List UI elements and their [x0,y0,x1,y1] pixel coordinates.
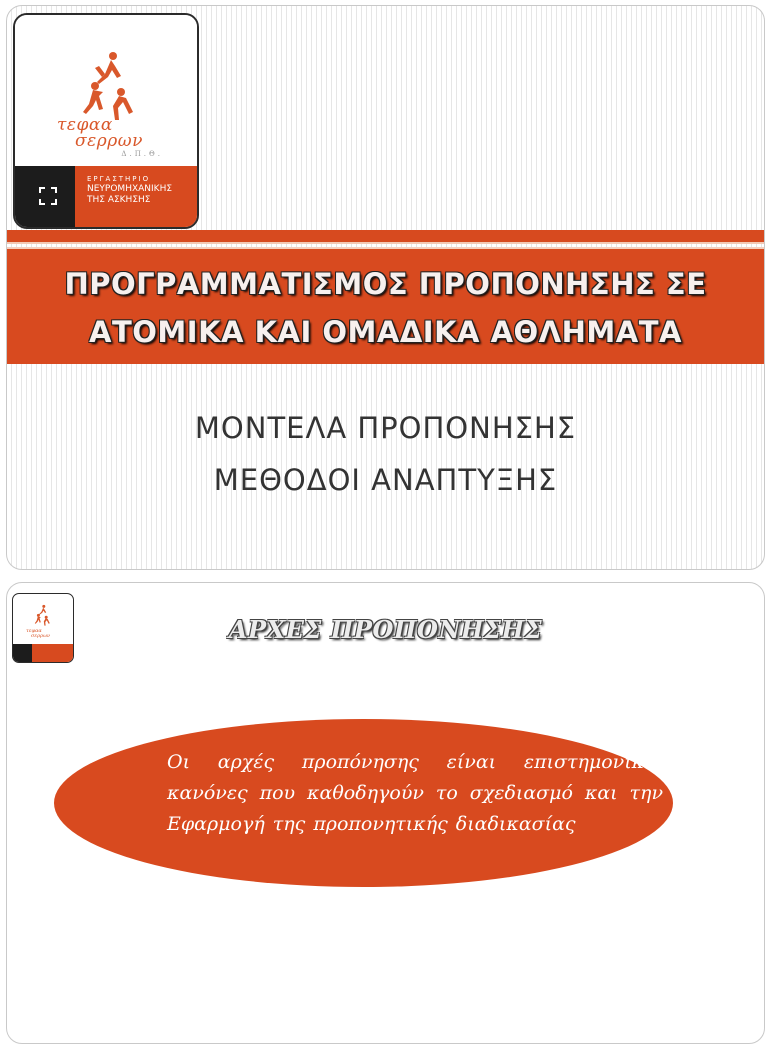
logo-small-black-block [13,644,32,662]
logo-upper-panel [15,15,197,166]
slide-title-line1: ΠΡΟΓΡΑΜΜΑΤΙΣΜΟΣ ΠΡΟΠΟΝΗΣΗΣ ΣΕ [64,267,707,301]
slide-1 [6,5,765,570]
title-band [7,247,764,364]
lab-line2: ΝΕΥΡΟΜΗΧΑΝΙΚΗΣ [87,184,173,194]
logo-brand-line2: σερρων [75,131,143,151]
slide-2-title: ΑΡΧΕΣ ΠΡΟΠΟΝΗΣΗΣ [228,615,543,644]
lab-logo [13,13,199,229]
logo-lower-panel [15,166,197,227]
slide-title-line2: ΑΤΟΜΙΚΑ ΚΑΙ ΟΜΑΔΙΚΑ ΑΘΛΗΜΑΤΑ [89,315,682,349]
logo-small-brand-line2: σερρων [31,633,51,639]
slide-subtitle-line1: ΜΟΝΤΕΛΑ ΠΡΟΠΟΝΗΣΗΣ [194,411,577,445]
lab-line3: ΤΗΣ ΑΣΚΗΣΗΣ [87,195,151,205]
logo-small-lower [13,644,73,662]
logo-small-brand-line1: τεφαα [26,628,42,634]
lab-line1: ΕΡΓΑΣΤΗΡΙΟ [87,175,151,183]
logo-small-orange-block [32,644,73,662]
accent-thin-band [7,230,764,244]
logo-brand-sub: Δ.Π.Θ. [121,150,163,158]
slide-2 [6,582,765,1044]
definition-text: Οι αρχές προπόνησης είναι επιστημονικοί κανόνες που καθοδηγούν το σχεδιασμό και την Εφαρμογή της προπονητικής διαδικασίας [167,751,663,835]
logo-brand-text [57,117,177,159]
logo-black-block [15,166,75,227]
slide-subtitle-line2: ΜΕΘΟΔΟΙ ΑΝΑΠΤΥΞΗΣ [213,463,558,497]
logo-lab-name [75,166,197,227]
bracket-frame-icon [39,187,57,205]
logo-brand-line1: τεφαα [57,115,113,135]
